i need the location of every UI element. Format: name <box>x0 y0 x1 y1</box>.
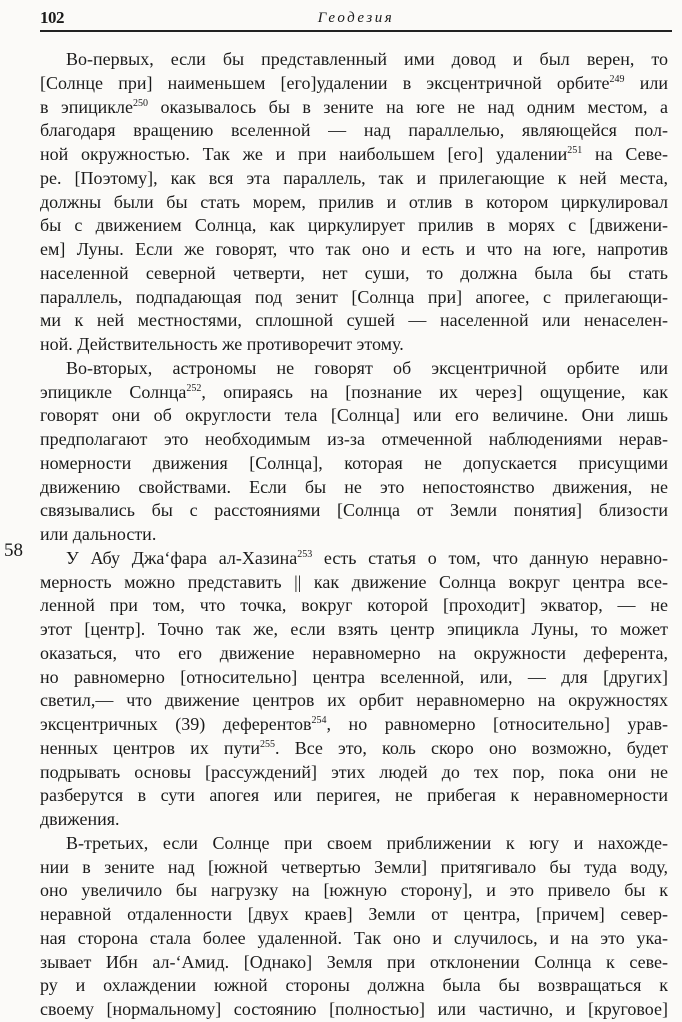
line-text: Во-первых, если бы представленный ими довод и был верен, то <box>66 49 668 69</box>
line-text: ми к ней местностями, сплошной сушей — населенной или ненаселен- <box>40 310 668 331</box>
text-line <box>40 808 668 832</box>
line-text: [Солнце при] наименьшем [его]удалении в эксцентричной орбите <box>40 72 610 93</box>
line-text: населенной северной четверти, нет суши, то должна была бы стать <box>40 262 668 283</box>
text-line <box>40 666 668 690</box>
text-line <box>40 404 668 428</box>
line-text: движению свойствами. Если бы не это непостоянство движения, не <box>40 476 668 497</box>
line-text: этот [центр]. Точно так же, если взять центр эпицикла Луны, то может <box>40 619 668 639</box>
line-text: параллель, подпадающая под зенит [Солнца при] апогее, с прилегающи- <box>40 286 668 307</box>
line-text: нии в зените над [южной четвертью Земли] притягивало бы туда воду, <box>40 856 668 877</box>
text-line <box>40 96 668 120</box>
page-number: 102 <box>40 8 64 27</box>
line-text-continued: . Все это, коль скоро оно возможно, будет <box>275 737 668 758</box>
margin-page-reference: 58 <box>4 540 23 561</box>
line-text: бы с движением Солнца, как циркулирует прилив в морях с [движени- <box>40 215 668 236</box>
line-text: связывались бы с расстояниями [Солнца от Земли понятия] близости <box>40 500 668 521</box>
text-line <box>40 381 668 405</box>
text-line <box>40 428 668 452</box>
line-text: оно увеличило бы нагрузку на [южную сторону], и это привело бы к <box>40 880 668 901</box>
text-line <box>40 72 668 96</box>
text-line <box>40 642 668 666</box>
footnote-reference[interactable]: 250 <box>132 97 148 109</box>
text-line <box>40 333 668 357</box>
line-text: подрывать основы [рассуждений] этих людей до тех пор, пока они не <box>40 761 668 782</box>
text-line <box>40 286 668 310</box>
text-line <box>40 903 668 927</box>
text-line <box>40 143 668 167</box>
text-line <box>40 951 668 975</box>
text-line <box>40 191 668 215</box>
text-line <box>40 927 668 951</box>
footnote-reference[interactable]: 253 <box>297 548 313 560</box>
line-text: предполагают это необходимым из-за отмеченной наблюдениями нерав- <box>40 429 668 449</box>
text-line <box>40 357 668 381</box>
page-header <box>40 6 672 32</box>
line-text: У Абу Джа‘фара ал-Хазина <box>66 547 298 568</box>
running-title: Геодезия <box>317 10 395 26</box>
line-text-continued: или <box>624 72 668 93</box>
line-text-continued: , опираясь на [познание их через] ощущение, как <box>201 381 668 402</box>
line-text: своему [нормальному] состоянию [полностью] или частично, и [круговое] <box>40 999 668 1019</box>
line-text-continued: есть статья о том, что данную неравно- <box>312 547 668 568</box>
line-text: ре. [Поэтому], как вся эта параллель, так и прилегающие к ней места, <box>40 167 668 188</box>
paragraph <box>40 547 668 832</box>
line-text: ем] Луны. Если же говорят, что так оно и есть и что на юге, напротив <box>40 239 668 259</box>
footnote-reference[interactable]: 252 <box>186 382 202 394</box>
text-line <box>40 594 668 618</box>
line-text: эксцентричных (39) деферентов <box>40 714 312 734</box>
text-line <box>40 452 668 476</box>
line-text: ру и охлаждении южной стороны должна была бы возвращаться к <box>40 975 668 996</box>
text-line <box>40 119 668 143</box>
text-line <box>40 309 668 333</box>
line-text: разберутся в сути апогея или перигея, не прибегая к неравномерности <box>40 785 668 806</box>
line-text: номерности движения [Солнца], которая не допускается присущими <box>40 452 668 473</box>
text-line <box>40 856 668 880</box>
footnote-reference[interactable]: 249 <box>609 73 625 85</box>
text-line <box>40 879 668 903</box>
line-text: оказаться, что его движение неравномерно на окружности деферента, <box>40 642 668 663</box>
line-text: должны были бы стать морем, прилив и отлив в котором циркулировал <box>40 191 668 212</box>
text-line <box>40 499 668 523</box>
text-line <box>40 48 668 72</box>
line-text: но равномерно [относительно] центра вселенной, или, — для [других] <box>40 666 668 687</box>
text-line <box>40 238 668 262</box>
text-line <box>40 214 668 238</box>
line-text: ленной при том, что точка, вокруг которой [проходит] экватор, — не <box>40 595 668 616</box>
text-line <box>40 167 668 191</box>
text-line <box>40 998 668 1022</box>
text-line <box>40 618 668 642</box>
line-text: или дальности. <box>40 524 157 544</box>
text-line <box>40 262 668 286</box>
line-text: ной. Действительность же противоречит этому. <box>40 334 404 354</box>
paragraph <box>40 48 668 357</box>
line-text: говорят они об округлости тела [Солнца] или его величине. Они лишь <box>40 405 668 426</box>
line-text: зывает Ибн ал-‘Амид. [Однако] Земля при отклонении Солнца к севе- <box>40 951 668 972</box>
text-line <box>40 689 668 713</box>
line-text: в эпицикле <box>40 96 133 117</box>
text-line <box>40 737 668 761</box>
text-line <box>40 974 668 998</box>
text-line <box>40 832 668 856</box>
line-text: неравной отдаленности [двух краев] Земли от центра, [причем] север- <box>40 904 668 924</box>
paragraph <box>40 832 668 1022</box>
line-text: ненных центров их пути <box>40 737 261 758</box>
line-text: ная сторона стала более удаленной. Так оно и случилось, и на это ука- <box>40 927 668 948</box>
text-line <box>40 784 668 808</box>
line-text-continued: на Севе- <box>582 144 669 164</box>
line-text: ной окружностью. Так же и при наибольшем [его] удалении <box>40 144 568 164</box>
footnote-reference[interactable]: 254 <box>311 715 327 726</box>
body-text <box>40 48 668 1022</box>
line-text-continued: , но равномерно [относительно] урав- <box>326 714 668 734</box>
line-text: движения. <box>40 809 120 829</box>
text-line <box>40 476 668 500</box>
text-line <box>40 547 668 571</box>
line-text-continued: оказывалось бы в зените на юге не над одним местом, а <box>147 96 668 117</box>
text-line <box>40 713 668 737</box>
text-line <box>40 571 668 595</box>
line-text: благодаря вращению вселенной — над параллелью, являющейся пол- <box>40 120 668 141</box>
footnote-reference[interactable]: 255 <box>260 738 276 750</box>
header-rule <box>40 30 672 32</box>
line-text: мерность можно представить || как движение Солнца вокруг центра все- <box>40 571 668 592</box>
footnote-reference[interactable]: 251 <box>567 145 583 156</box>
text-line <box>40 761 668 785</box>
line-text: В-третьих, если Солнце при своем приближении к югу и нахожде- <box>66 832 668 853</box>
paragraph <box>40 357 668 547</box>
line-text: эпицикле Солнца <box>40 381 187 402</box>
line-text: светил,— что движение центров их орбит неравномерно на окружностях <box>40 690 668 711</box>
text-line <box>40 523 668 547</box>
line-text: Во-вторых, астрономы не говорят об эксцентричной орбите или <box>66 357 668 378</box>
